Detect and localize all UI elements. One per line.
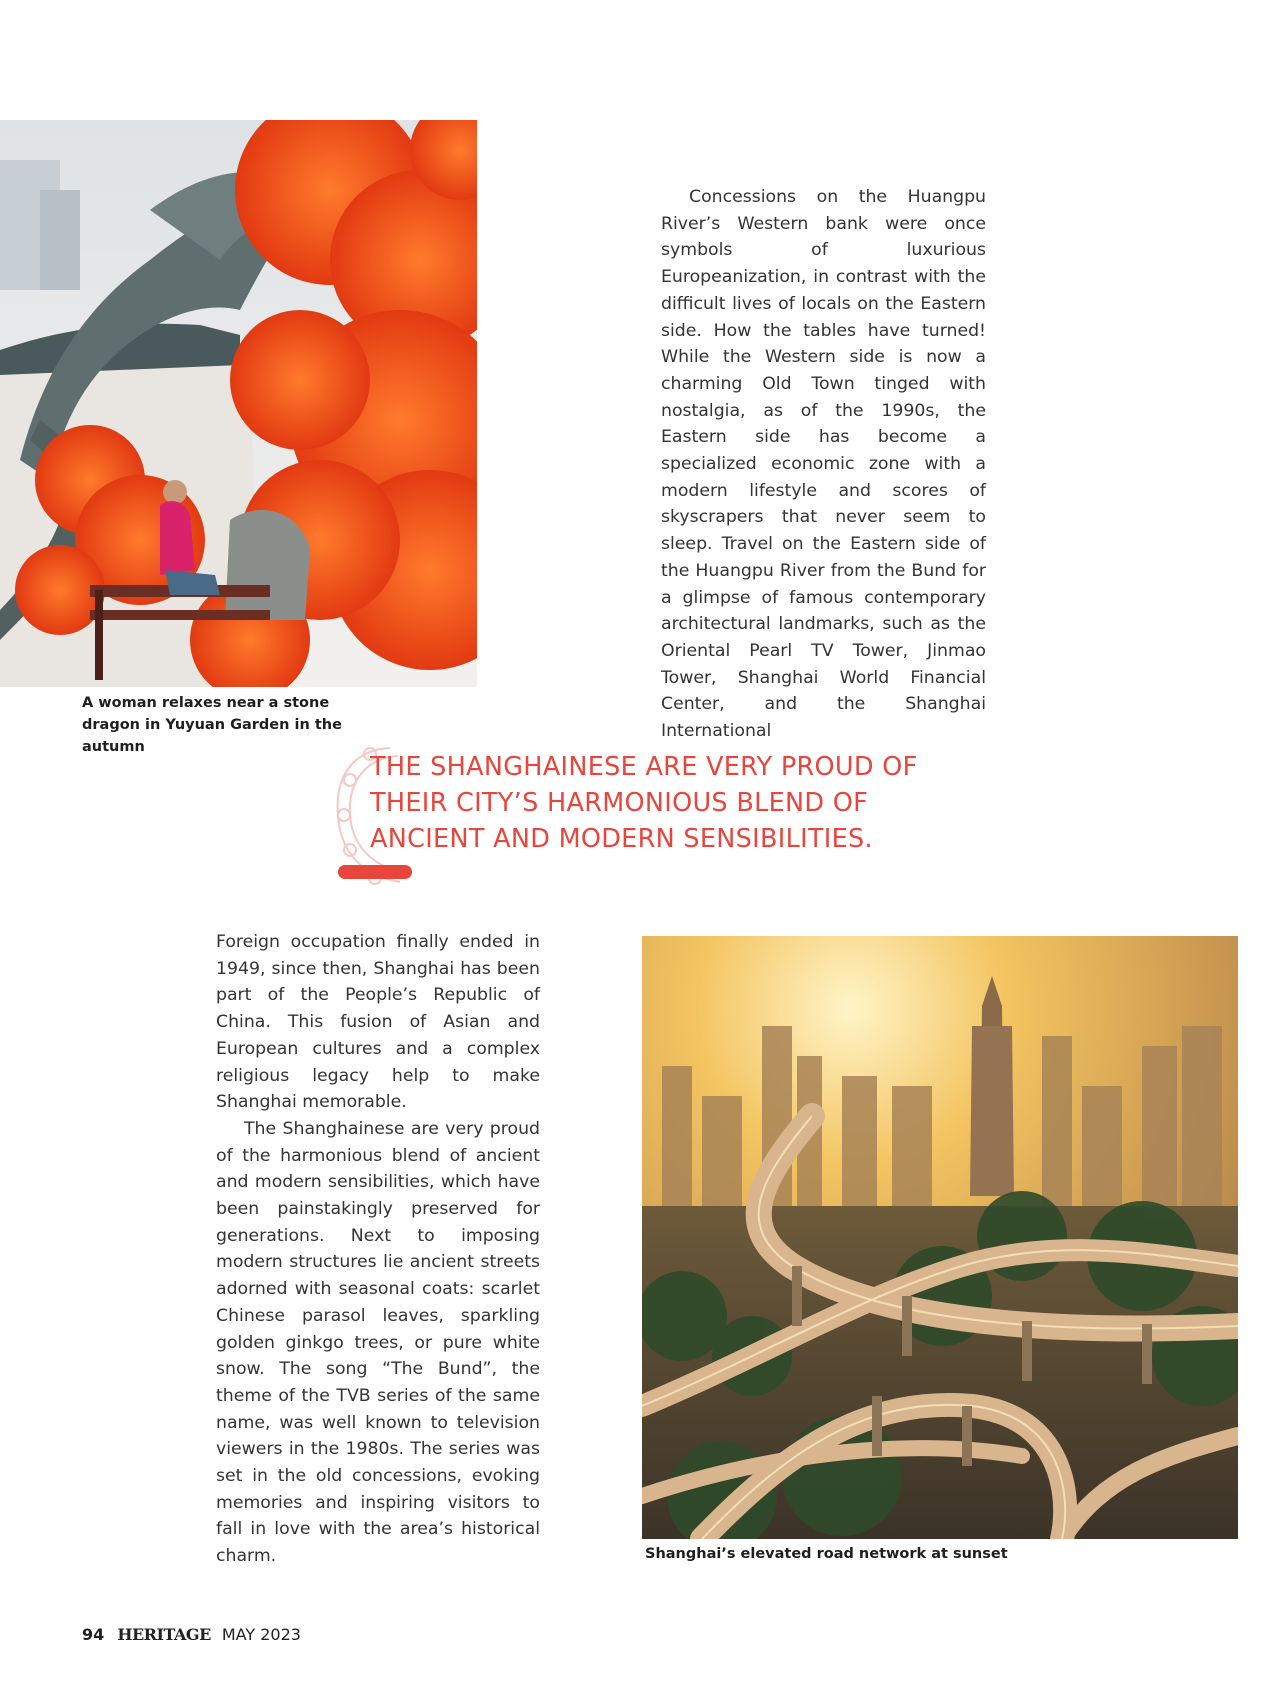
roads-photo-graphic	[642, 936, 1238, 1539]
article-paragraph: The Shanghainese are very proud of the harmonious blend of ancient and modern sensibilities, which have been painstakingly preserved for generations. Next to imposing modern structures lie ancient streets adorned with seasonal coats: scarlet Chinese parasol leaves, sparkling golden ginkgo trees, or pure white snow. The song “The Bund”, the theme of the TVB series of the same name, was well known to television viewers in the 1980s. The series was set in the old concessions, evoking memories and inspiring visitors to fall in love with the area’s historical charm.	[216, 1118, 540, 1567]
roads-photo-caption: Shanghai’s elevated road network at sunset	[645, 1546, 1008, 1562]
yuyuan-garden-photo	[0, 120, 477, 687]
elevated-roads-photo	[642, 936, 1238, 1539]
issue-date: MAY 2023	[221, 1625, 301, 1644]
page-footer	[82, 1625, 301, 1644]
article-paragraph: Concessions on the Huangpu River’s Western bank were once symbols of luxurious Europeanization, in contrast with the difficult lives of locals on the Eastern side. How the tables have turned! While the Western side is now a charming Old Town tinged with nostalgia, as of the 1990s, the Eastern side has become a specialized economic zone with a modern lifestyle and scores of skyscrapers that never seem to sleep. Travel on the Eastern side of the Huangpu River from the Bund for a glimpse of famous contemporary architectural landmarks, such as the Oriental Pearl TV Tower, Jinmao Tower, Shanghai World Financial Center, and the Shanghai International	[661, 187, 986, 742]
garden-photo-graphic	[0, 120, 477, 687]
article-right-column	[661, 184, 986, 745]
article-paragraph: Foreign occupation finally ended in 1949, since then, Shanghai has been part of the People’s Republic of China. This fusion of Asian and European cultures and a complex religious legacy help to make Shanghai memorable.	[216, 932, 540, 1113]
article-left-column	[216, 929, 540, 1570]
page-number: 94	[82, 1625, 105, 1644]
magazine-name: HERITAGE	[117, 1625, 211, 1644]
garden-photo-caption: A woman relaxes near a stone dragon in Yuyuan Garden in the autumn	[82, 695, 342, 755]
pull-quote: THE SHANGHAINESE ARE VERY PROUD OF THEIR CITY’S HARMONIOUS BLEND OF ANCIENT AND MODERN SENSIBILITIES.	[370, 752, 918, 854]
